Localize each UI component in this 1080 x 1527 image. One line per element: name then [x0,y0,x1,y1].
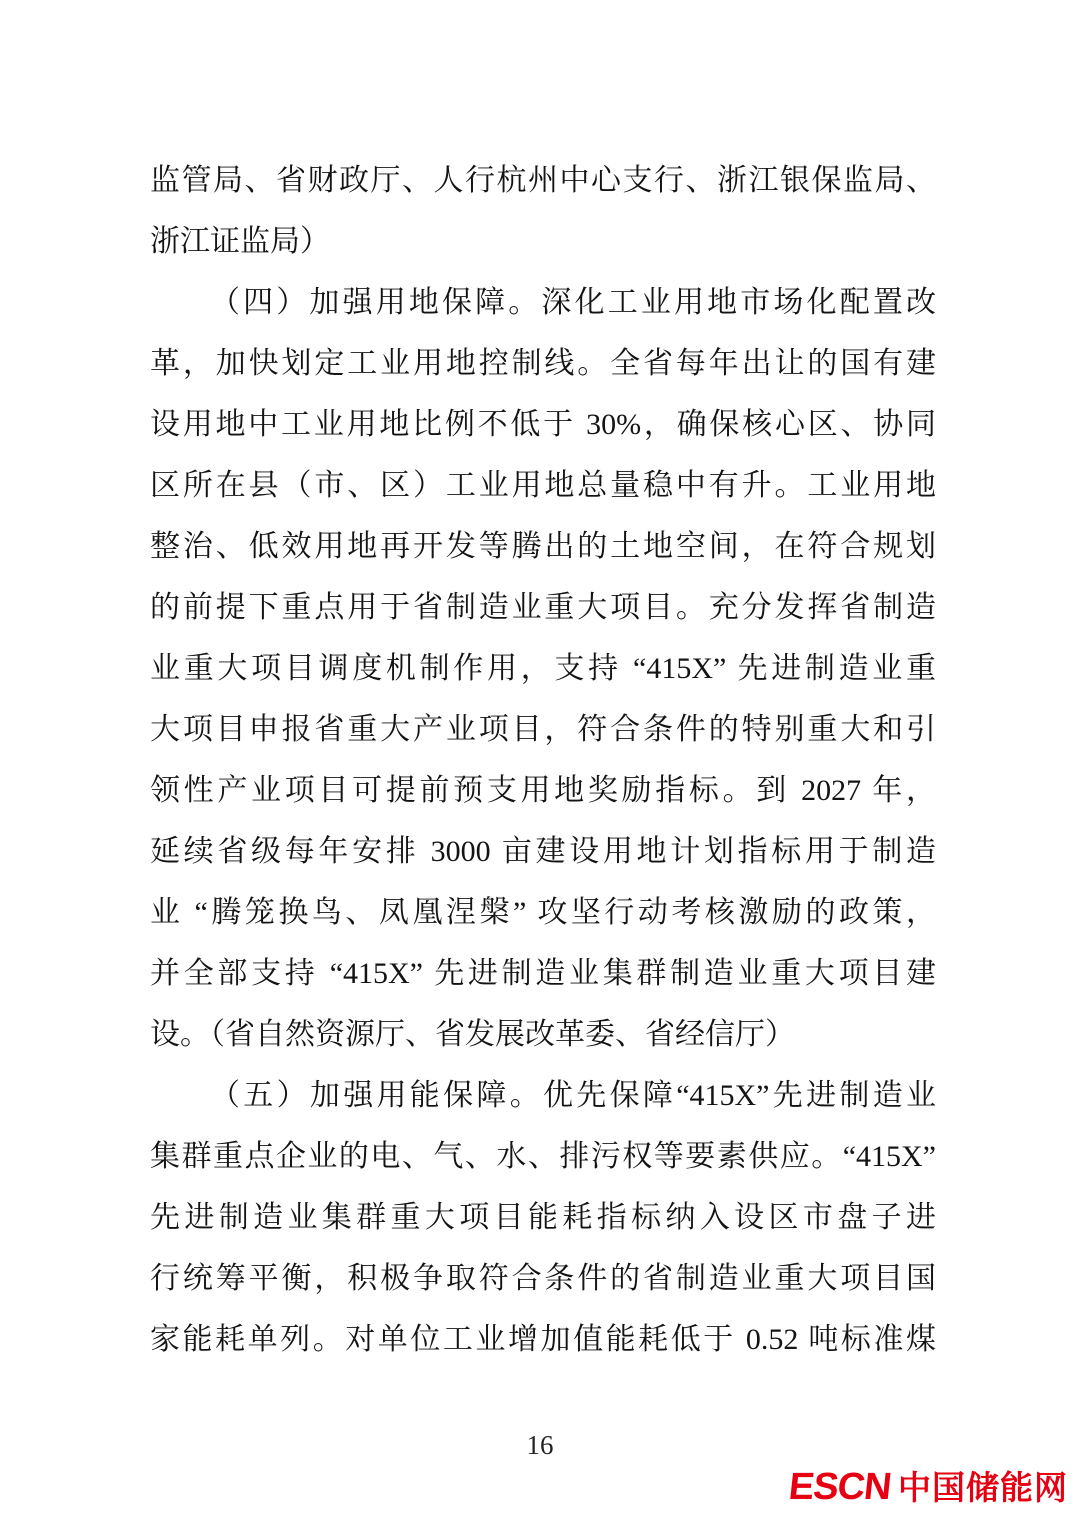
document-line: 家能耗单列。对单位工业增加值能耗低于 0.52 吨标准煤 [150,1323,936,1356]
document-line: 浙江证监局） [150,225,330,258]
document-line: 业重大项目调度机制作用，支持 “415X” 先进制造业重 [150,652,936,685]
document-line: 的前提下重点用于省制造业重大项目。充分发挥省制造 [150,591,936,624]
document-line: 行统筹平衡，积极争取符合条件的省制造业重大项目国 [150,1262,936,1295]
document-line: 整治、低效用地再开发等腾出的土地空间，在符合规划 [150,530,936,563]
document-line: 并全部支持 “415X” 先进制造业集群制造业重大项目建 [150,957,936,990]
document-line: 业 “腾笼换鸟、凤凰涅槃” 攻坚行动考核激励的政策， [150,896,936,929]
document-line: 监管局、省财政厅、人行杭州中心支行、浙江银保监局、 [150,164,936,197]
page-number: 16 [526,1430,554,1460]
document-line: 设。（省自然资源厅、省发展改革委、省经信厅） [150,1018,795,1051]
document-line: 先进制造业集群重大项目能耗指标纳入设区市盘子进 [150,1201,936,1234]
escn-watermark-logo [789,1468,1068,1506]
document-line: 大项目申报省重大产业项目，符合条件的特别重大和引 [150,713,936,746]
escn-logo-chinese-text: 中国储能网 [898,1468,1068,1506]
document-text-block [150,150,936,1370]
document-line: 集群重点企业的电、气、水、排污权等要素供应。“415X” [150,1140,936,1173]
document-line: （五）加强用能保障。优先保障“415X”先进制造业 [210,1079,936,1112]
document-line: 革，加快划定工业用地控制线。全省每年出让的国有建 [150,347,936,380]
document-line: 设用地中工业用地比例不低于 30%，确保核心区、协同 [150,408,936,441]
escn-logo-latin-text: ESCN [787,1466,894,1508]
document-line: 区所在县（市、区）工业用地总量稳中有升。工业用地 [150,469,936,502]
document-line: 领性产业项目可提前预支用地奖励指标。到 2027 年， [150,774,936,807]
document-line: 延续省级每年安排 3000 亩建设用地计划指标用于制造 [150,835,936,868]
document-line: （四）加强用地保障。深化工业用地市场化配置改 [210,286,936,319]
